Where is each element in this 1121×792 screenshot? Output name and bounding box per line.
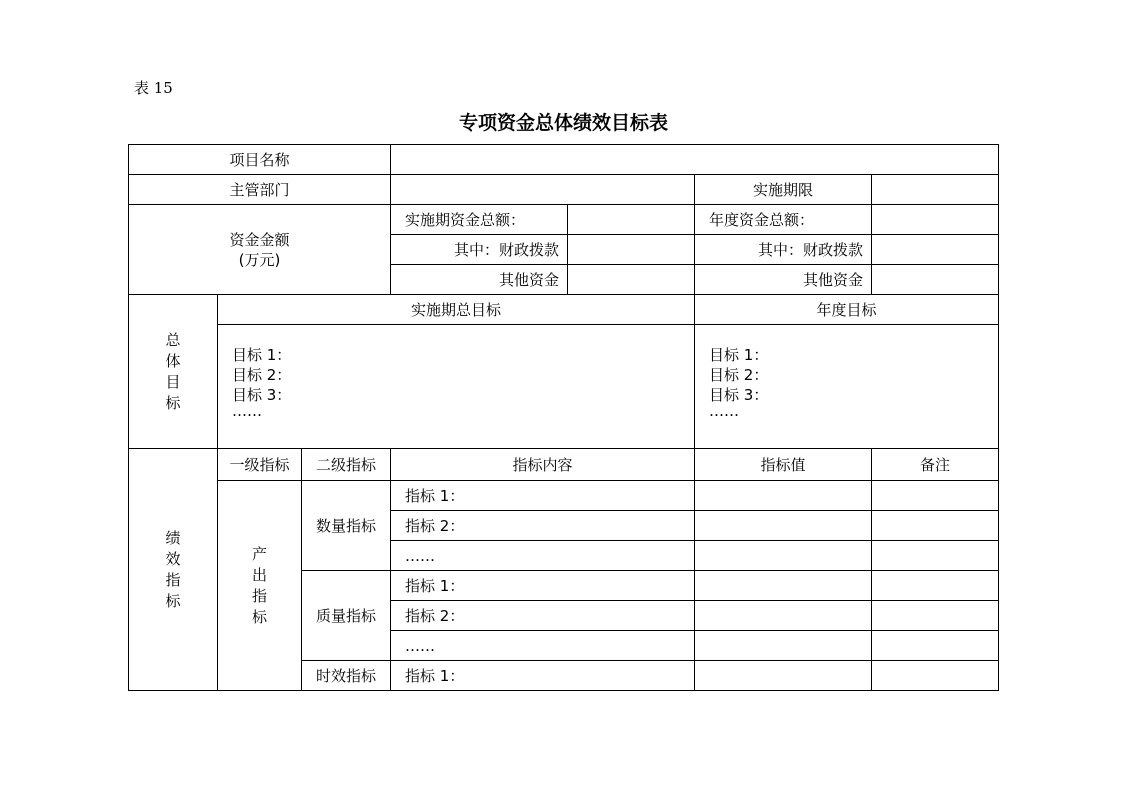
- quality-remark-2[interactable]: [872, 601, 999, 631]
- label-output-text: 产出指标: [251, 544, 267, 626]
- header-level2: 二级指标: [302, 449, 391, 481]
- timeliness-value-1[interactable]: [695, 661, 872, 691]
- quality-item-2[interactable]: 指标 2：: [391, 601, 695, 631]
- quantity-item-1[interactable]: 指标 1：: [391, 481, 695, 511]
- label-funds-unit: (万元): [238, 250, 281, 269]
- timeliness-remark-1[interactable]: [872, 661, 999, 691]
- label-period-goal: 实施期总目标: [218, 295, 695, 325]
- quantity-value-3[interactable]: [695, 541, 872, 571]
- quantity-item-more[interactable]: ……: [391, 541, 695, 571]
- label-period: 实施期限: [695, 175, 872, 205]
- period-total-field[interactable]: [568, 205, 695, 235]
- annual-goal-more: ……: [709, 402, 740, 420]
- label-funds-title: 资金金额: [229, 230, 290, 249]
- label-fiscal-left: 其中：财政拨款: [391, 235, 568, 265]
- quantity-remark-3[interactable]: [872, 541, 999, 571]
- annual-goal-1: 目标 1：: [709, 346, 769, 364]
- period-goals-cell[interactable]: [218, 325, 695, 449]
- performance-goal-table: [128, 144, 999, 691]
- quantity-value-1[interactable]: [695, 481, 872, 511]
- quality-value-3[interactable]: [695, 631, 872, 661]
- table-number: 表 15: [134, 79, 173, 97]
- quality-item-more[interactable]: ……: [391, 631, 695, 661]
- row-goal-content: [129, 325, 999, 449]
- label-other-right: 其他资金: [695, 265, 872, 295]
- quality-value-1[interactable]: [695, 571, 872, 601]
- header-value: 指标值: [695, 449, 872, 481]
- period-goal-2: 目标 2：: [232, 366, 292, 384]
- period-goal-1: 目标 1：: [232, 346, 292, 364]
- quality-value-2[interactable]: [695, 601, 872, 631]
- label-performance: [129, 449, 218, 691]
- header-level1: 一级指标: [218, 449, 302, 481]
- label-other-left: 其他资金: [391, 265, 568, 295]
- table-row: [129, 481, 999, 511]
- other-right-field[interactable]: [872, 265, 999, 295]
- fiscal-left-field[interactable]: [568, 235, 695, 265]
- row-goal-header: [129, 295, 999, 325]
- row-department: [129, 175, 999, 205]
- row-project-name: [129, 145, 999, 175]
- quantity-remark-2[interactable]: [872, 511, 999, 541]
- quantity-item-2[interactable]: 指标 2：: [391, 511, 695, 541]
- annual-total-field[interactable]: [872, 205, 999, 235]
- label-overall-goal: [129, 295, 218, 449]
- header-remark: 备注: [872, 449, 999, 481]
- quality-remark-1[interactable]: [872, 571, 999, 601]
- label-output: [218, 481, 302, 691]
- other-left-field[interactable]: [568, 265, 695, 295]
- fiscal-right-field[interactable]: [872, 235, 999, 265]
- label-funds: [129, 205, 391, 295]
- quality-item-1[interactable]: 指标 1：: [391, 571, 695, 601]
- period-goal-3: 目标 3：: [232, 386, 292, 404]
- row-indicator-header: [129, 449, 999, 481]
- timeliness-item-1[interactable]: 指标 1：: [391, 661, 695, 691]
- label-fiscal-right: 其中：财政拨款: [695, 235, 872, 265]
- department-field[interactable]: [391, 175, 695, 205]
- quantity-value-2[interactable]: [695, 511, 872, 541]
- label-overall-goal-text: 总体目标: [165, 330, 181, 412]
- label-quantity: 数量指标: [302, 481, 391, 571]
- label-department: 主管部门: [129, 175, 391, 205]
- label-annual-goal: 年度目标: [695, 295, 999, 325]
- label-timeliness: 时效指标: [302, 661, 391, 691]
- header-content: 指标内容: [391, 449, 695, 481]
- label-performance-text: 绩效指标: [165, 528, 181, 610]
- period-goal-more: ……: [232, 402, 262, 420]
- document-title: 专项资金总体绩效目标表: [458, 112, 668, 134]
- quality-remark-3[interactable]: [872, 631, 999, 661]
- annual-goal-2: 目标 2：: [709, 366, 769, 384]
- quantity-remark-1[interactable]: [872, 481, 999, 511]
- project-name-field[interactable]: [391, 145, 999, 175]
- annual-goal-3: 目标 3：: [709, 386, 769, 404]
- row-funds-total: [129, 205, 999, 235]
- label-annual-total: 年度资金总额：: [695, 205, 872, 235]
- annual-goals-cell[interactable]: [695, 325, 999, 449]
- period-field[interactable]: [872, 175, 999, 205]
- label-quality: 质量指标: [302, 571, 391, 661]
- label-project-name: 项目名称: [129, 145, 391, 175]
- label-period-total: 实施期资金总额：: [391, 205, 568, 235]
